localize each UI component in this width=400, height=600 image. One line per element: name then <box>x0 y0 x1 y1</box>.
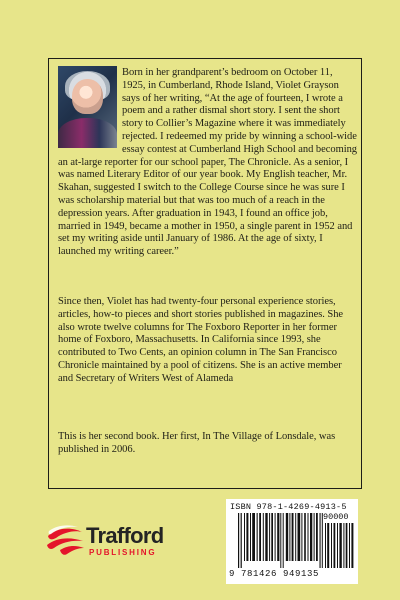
price-code: 90000 <box>323 512 349 522</box>
trafford-logo-icon <box>44 524 86 557</box>
biography-paragraph-2: Since then, Violet has had twenty-four personal experience stories, articles, how-to pieces and short stories published in magazines. She also wrote twelve columns for The Foxboro Reporter in her former home of Foxboro, Massachusetts. In California since 1993, she contributed to Two Cents, an opinion column in The San Francisco Chronicle maintained by a pool of citizens. She is an active member and Secretary of Writers West of Alameda <box>58 296 344 384</box>
biography-paragraph-1: Born in her grandparent’s bedroom on October 11, 1925, in Cumberland, Rhode Island, Violet Grayson says of her writing, “At the age of fourteen, I wrote a poem and a rather dismal short story. I sent the short story to Collier’s Magazine where it was immediately rejected. I redeemed my pride by winning a school-wide essay contest at Cumberland High School and becoming an at-large reporter for our school paper, The Chronicle. As a senior, I was named Literary Editor of our year book. My English teacher, Mr. Skahan, suggested I switch to the College Course since he was sure I was scholarship material but that was too much of a reach in the depression years. After graduation in 1943, I found an office job, married in 1949, became a mother in 1950, a single parent in 1952 and set my writing aside until January of 1986. At the age of sixty, I launched my writing career.” <box>58 67 357 258</box>
isbn-barcode-icon <box>238 513 323 568</box>
publisher-name: Trafford <box>86 523 164 548</box>
publisher-tagline: PUBLISHING <box>89 548 157 557</box>
biography-paragraph-3: This is her second book. Her first, In The Village of Lonsdale, was published in 2006. <box>58 431 336 455</box>
publisher-logo <box>44 524 184 558</box>
price-barcode-icon <box>325 523 354 568</box>
isbn-label: ISBN 978-1-4269-4913-5 <box>230 502 347 512</box>
barcode-number: 9 781426 949135 <box>229 569 320 579</box>
